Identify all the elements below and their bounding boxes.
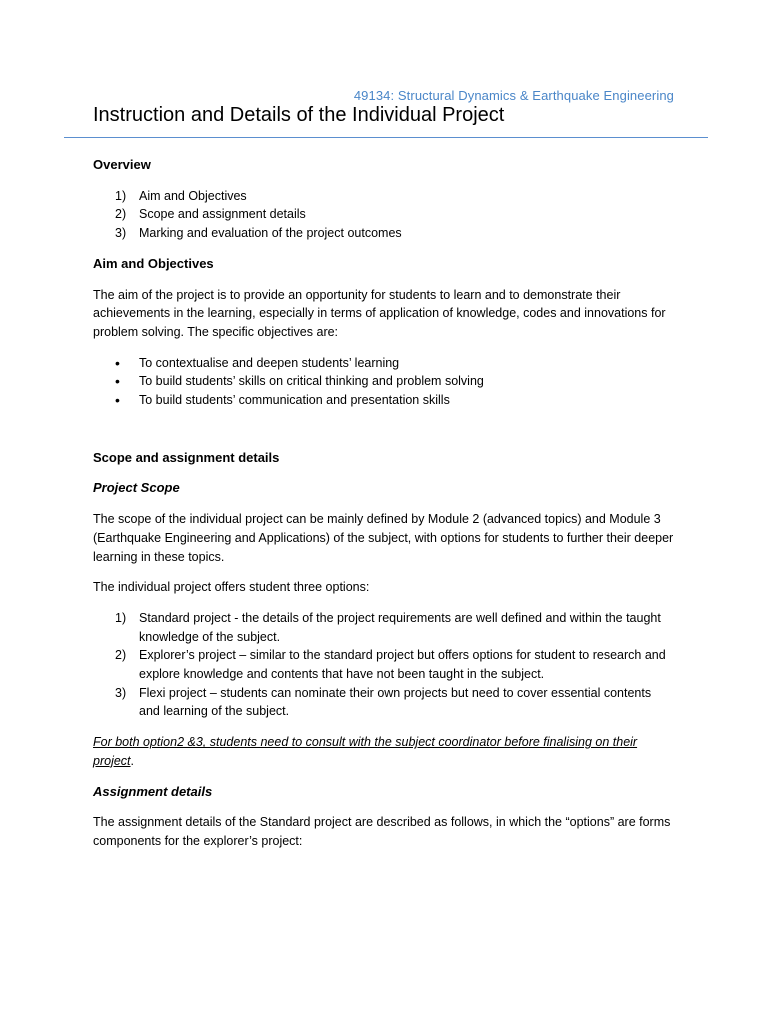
list-item (93, 224, 675, 243)
bullet-marker: • (115, 354, 120, 371)
section-spacer (93, 422, 675, 449)
list-item-text: Scope and assignment details (139, 207, 306, 222)
assignment-details-subheading: Assignment details (93, 783, 213, 799)
document-body (93, 156, 675, 863)
scope-heading: Scope and assignment details (93, 449, 280, 465)
overview-list (93, 187, 675, 243)
list-item (93, 354, 675, 373)
list-item-text: To build students’ skills on critical thinking and problem solving (139, 374, 484, 389)
bullet-marker: • (115, 373, 120, 390)
list-marker: 2) (115, 207, 127, 222)
document-title: Instruction and Details of the Individual Project (93, 104, 505, 126)
overview-heading: Overview (93, 157, 151, 172)
list-item (93, 609, 675, 646)
options-list (93, 609, 675, 721)
list-marker: 3) (115, 685, 127, 700)
subject-header: 49134: Structural Dynamics & Earthquake Engineering (353, 88, 674, 103)
aim-paragraph: The aim of the project is to provide an opportunity for students to learn and to demonstrate their achievements in the learning, especially in terms of application of knowledge, codes and innovations for problem solving. The specific objectives are: (93, 287, 666, 339)
title-divider (64, 137, 708, 138)
list-item (93, 187, 675, 206)
list-marker: 1) (115, 188, 127, 203)
objectives-list (93, 354, 675, 410)
aim-heading: Aim and Objectives (93, 255, 214, 271)
list-item (93, 372, 675, 391)
coordinator-note-paragraph (93, 733, 675, 770)
list-item-text: To build students’ communication and presentation skills (139, 393, 450, 408)
list-item (93, 684, 675, 721)
list-item-text: Standard project - the details of the project requirements are well defined and within the taught knowledge of the subject. (139, 610, 661, 644)
assignment-paragraph: The assignment details of the Standard project are described as follows, in which the “options” are forms components for the explorer’s project: (93, 815, 671, 848)
list-marker: 1) (115, 610, 127, 625)
project-scope-subheading: Project Scope (93, 480, 180, 496)
list-item (93, 205, 675, 224)
list-marker: 3) (115, 226, 127, 241)
list-item-text: Explorer’s project – similar to the standard project but offers options for student to research and explore knowledge and contents that have not been taught in the subject. (139, 648, 666, 682)
list-item-text: Marking and evaluation of the project outcomes (139, 226, 402, 241)
coordinator-note: For both option2 &3, students need to consult with the subject coordinator before finalising on their project (93, 735, 638, 768)
list-item-text: To contextualise and deepen students’ learning (139, 355, 400, 370)
list-item (93, 391, 675, 410)
list-item-text: Flexi project – students can nominate their own projects but need to cover essential contents and learning of the subject. (139, 685, 652, 719)
list-item-text: Aim and Objectives (139, 188, 247, 203)
list-item (93, 646, 675, 683)
coordinator-note-end: . (130, 753, 135, 768)
scope-paragraph: The scope of the individual project can be mainly defined by Module 2 (advanced topics) and Module 3 (Earthquake Engineering and Applications) of the subject, with options for students to further their deeper learning in these topics. (93, 512, 674, 564)
list-marker: 2) (115, 648, 127, 663)
bullet-marker: • (115, 392, 120, 409)
options-intro-paragraph: The individual project offers student three options: (93, 580, 370, 595)
